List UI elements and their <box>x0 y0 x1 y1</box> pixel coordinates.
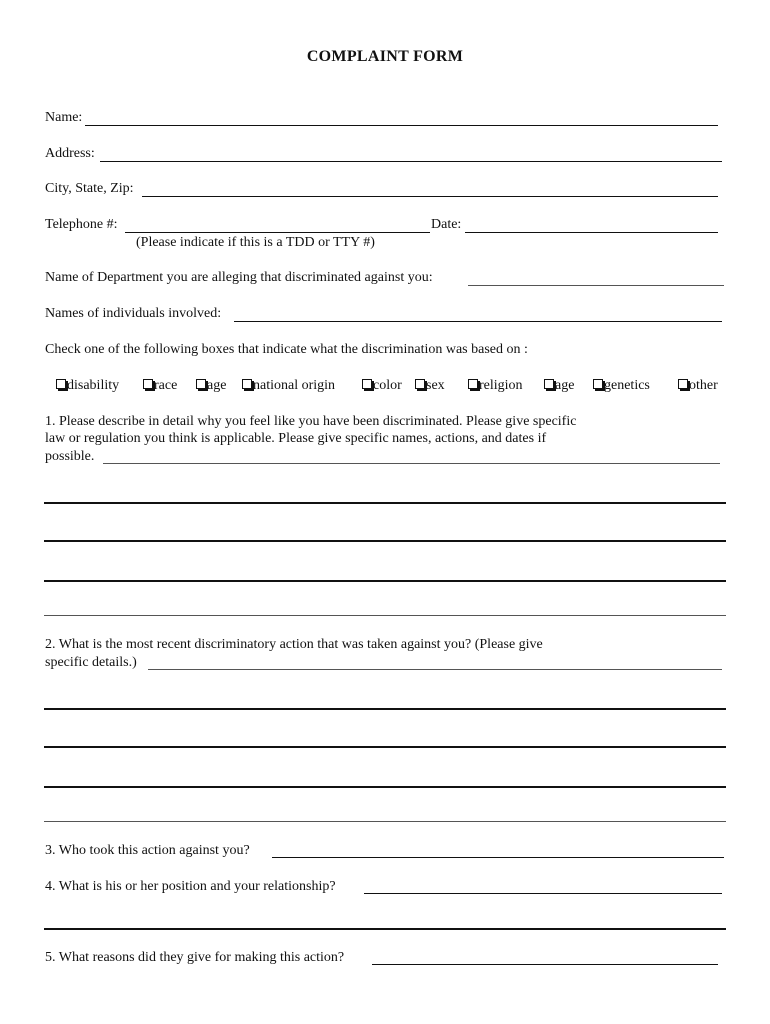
answer-2-line-1[interactable] <box>44 708 726 710</box>
checkbox-icon <box>143 379 153 389</box>
checkbox-age[interactable]: age <box>196 378 226 394</box>
tdd-note: (Please indicate if this is a TDD or TTY #) <box>136 235 375 250</box>
checkbox-sex[interactable]: sex <box>415 378 445 394</box>
question-3: 3. Who took this action against you? <box>45 843 250 858</box>
checkbox-icon <box>468 379 478 389</box>
answer-1-line-3[interactable] <box>44 580 726 582</box>
checkbox-icon <box>362 379 372 389</box>
name-field[interactable] <box>85 125 718 126</box>
checkbox-icon <box>56 379 66 389</box>
question-1-line-3: possible. <box>45 449 95 464</box>
checkbox-age-2[interactable]: age <box>544 378 574 394</box>
telephone-label: Telephone #: <box>45 217 118 232</box>
answer-4-line-2[interactable] <box>44 928 726 930</box>
checkbox-national-origin[interactable]: national origin <box>242 378 335 394</box>
checkbox-genetics[interactable]: genetics <box>593 378 650 394</box>
individuals-label: Names of individuals involved: <box>45 306 222 321</box>
checkbox-icon <box>593 379 603 389</box>
city-state-zip-label: City, State, Zip: <box>45 181 134 196</box>
answer-3-line[interactable] <box>272 857 724 858</box>
page-title: COMPLAINT FORM <box>306 48 464 65</box>
checkbox-disability[interactable]: disability <box>56 378 119 394</box>
answer-2-line-3[interactable] <box>44 786 726 788</box>
date-field[interactable] <box>465 232 718 233</box>
date-label: Date: <box>431 217 462 232</box>
address-label: Address: <box>45 146 95 161</box>
question-1-line-2: law or regulation you think is applicable. Please give specific names, actions, and dates if <box>45 431 547 446</box>
checkbox-other[interactable]: other <box>678 378 718 394</box>
answer-1-line-1[interactable] <box>44 502 726 504</box>
question-4: 4. What is his or her position and your relationship? <box>45 879 336 894</box>
department-field[interactable] <box>468 285 724 286</box>
question-5: 5. What reasons did they give for making this action? <box>45 950 345 965</box>
answer-1-line-2[interactable] <box>44 540 726 542</box>
checkbox-prompt: Check one of the following boxes that indicate what the discrimination was based on : <box>45 342 528 357</box>
answer-2-line-0[interactable] <box>148 669 722 670</box>
answer-2-line-2[interactable] <box>44 746 726 748</box>
department-label: Name of Department you are alleging that discriminated against you: <box>45 270 433 285</box>
checkbox-icon <box>678 379 688 389</box>
individuals-field[interactable] <box>234 321 722 322</box>
question-2-line-1: 2. What is the most recent discriminatory action that was taken against you? (Please give <box>45 637 543 652</box>
telephone-field[interactable] <box>125 232 430 233</box>
checkbox-icon <box>415 379 425 389</box>
answer-2-line-4[interactable] <box>44 821 726 822</box>
checkbox-icon <box>196 379 206 389</box>
checkbox-religion[interactable]: religion <box>468 378 523 394</box>
city-state-zip-field[interactable] <box>142 196 718 197</box>
checkbox-race[interactable]: race <box>143 378 177 394</box>
answer-4-line[interactable] <box>364 893 722 894</box>
checkbox-color[interactable]: color <box>362 378 402 394</box>
question-2-line-2: specific details.) <box>45 655 137 670</box>
name-label: Name: <box>45 110 83 125</box>
answer-1-line-0[interactable] <box>103 463 720 464</box>
address-field[interactable] <box>100 161 722 162</box>
answer-5-line[interactable] <box>372 964 718 965</box>
question-1-line-1: 1. Please describe in detail why you feel like you have been discriminated. Please give specific <box>45 414 577 429</box>
checkbox-icon <box>242 379 252 389</box>
answer-1-line-4[interactable] <box>44 615 726 616</box>
checkbox-icon <box>544 379 554 389</box>
